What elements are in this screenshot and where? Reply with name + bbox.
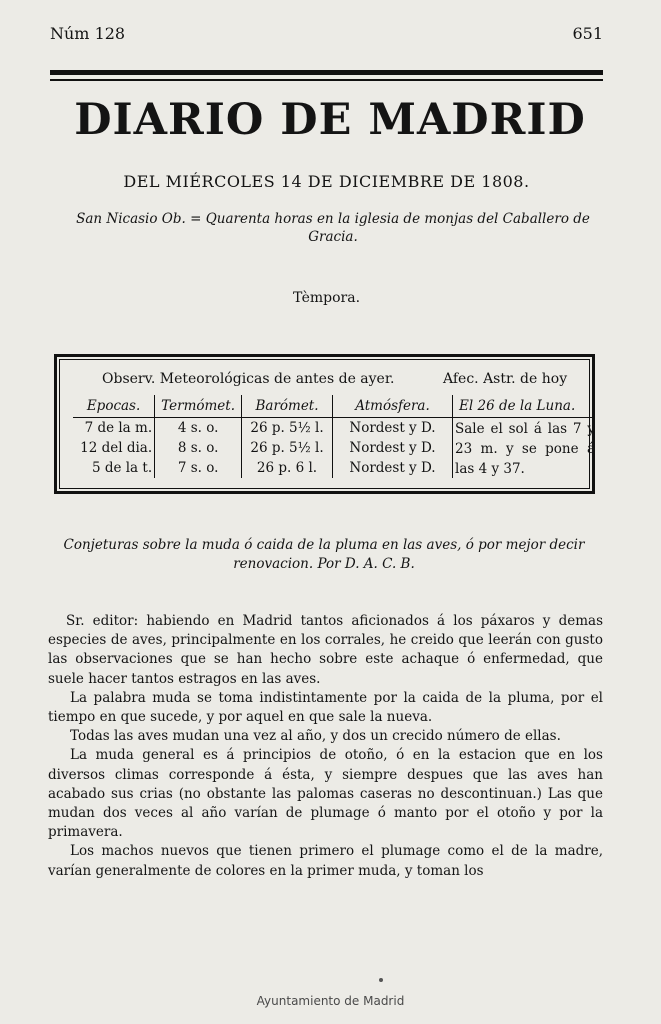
cell-barometro: 26 p. 5½ l.	[242, 418, 333, 439]
cell-barometro: 26 p. 6 l.	[242, 458, 333, 478]
paragraph: Los machos nuevos que tienen primero el plumage como el de la madre, varían generalmente de colores en la primer muda, y toman los	[48, 843, 603, 879]
paragraph: Todas las aves mudan una vez al año, y dos un crecido número de ellas.	[70, 728, 561, 745]
cell-termometro: 7 s. o.	[155, 458, 242, 478]
cell-atmosfera: Nordest y D.	[332, 418, 452, 439]
cell-atmosfera: Nordest y D.	[332, 438, 452, 458]
cell-termometro: 4 s. o.	[155, 418, 242, 439]
header-rule-thin	[50, 79, 603, 81]
saint-line: San Nicasio Ob. = Quarenta horas en la iglesia de monjas del Caballero de Gracia.	[76, 211, 590, 245]
astro-heading: Afec. Astr. de hoy	[443, 371, 568, 387]
moon-sun-text: Sale el sol á las 7 y 23 m. y se pone á las 4 y 37.	[455, 421, 595, 477]
weather-table-header	[57, 371, 592, 393]
col-barometro: Barómet.	[242, 395, 333, 418]
cell-epoca: 12 del dia.	[80, 440, 153, 456]
col-atmosfera: Atmósfera.	[332, 395, 452, 418]
article-body	[48, 612, 603, 881]
masthead-title: DIARIO DE MADRID	[74, 95, 586, 145]
col-luna: El 26 de la Luna.	[453, 395, 593, 418]
ink-dot	[379, 978, 383, 982]
paragraph: La palabra muda se toma indistintamente por la caida de la pluma, por el tiempo en que sucede, y por aquel en que sale la nueva.	[48, 689, 603, 726]
cell-atmosfera: Nordest y D.	[332, 458, 452, 478]
cell-barometro: 26 p. 5½ l.	[242, 438, 333, 458]
col-epocas: Epocas.	[73, 395, 155, 418]
page-header	[50, 24, 603, 46]
cell-epoca: 7 de la m.	[84, 420, 153, 436]
archive-footer: Ayuntamiento de Madrid	[256, 994, 405, 1008]
page-number: 651	[572, 24, 603, 43]
cell-termometro: 8 s. o.	[155, 438, 242, 458]
essay-title: Conjeturas sobre la muda ó caida de la pluma en las aves, ó por mejor decir renovacion. Por D. A. C. B.	[63, 537, 585, 572]
weather-table-box	[54, 354, 595, 494]
header-rule-thick	[50, 70, 603, 75]
observations-heading: Observ. Meteorológicas de antes de ayer.	[102, 371, 395, 387]
paragraph: Sr. editor: habiendo en Madrid tantos aficionados á los páxaros y demas especies de aves, principalmente en los corrales, he creido que leerán con gusto las observaciones que se han hecho sobre este achaque ó enfermedad, que suele hacer tantos estragos en las aves.	[48, 613, 603, 687]
cell-epoca: 5 de la t.	[91, 460, 153, 476]
col-termometro: Termómet.	[155, 395, 242, 418]
tempora-line: Tèmpora.	[292, 290, 361, 306]
weather-table-columns	[73, 395, 593, 418]
date-line: DEL MIÉRCOLES 14 DE DICIEMBRE DE 1808.	[123, 172, 530, 191]
paragraph: La muda general es á principios de otoño, ó en la estacion que en los diversos climas corresponde á ésta, y siempre despues que las aves han acabado sus crias (no obstante las palomas caseras no descontinuan.) Las que mudan dos veces al año varían de plumage ó manto por el otoño y por la primavera.	[48, 747, 603, 841]
issue-number: Núm 128	[50, 24, 126, 43]
